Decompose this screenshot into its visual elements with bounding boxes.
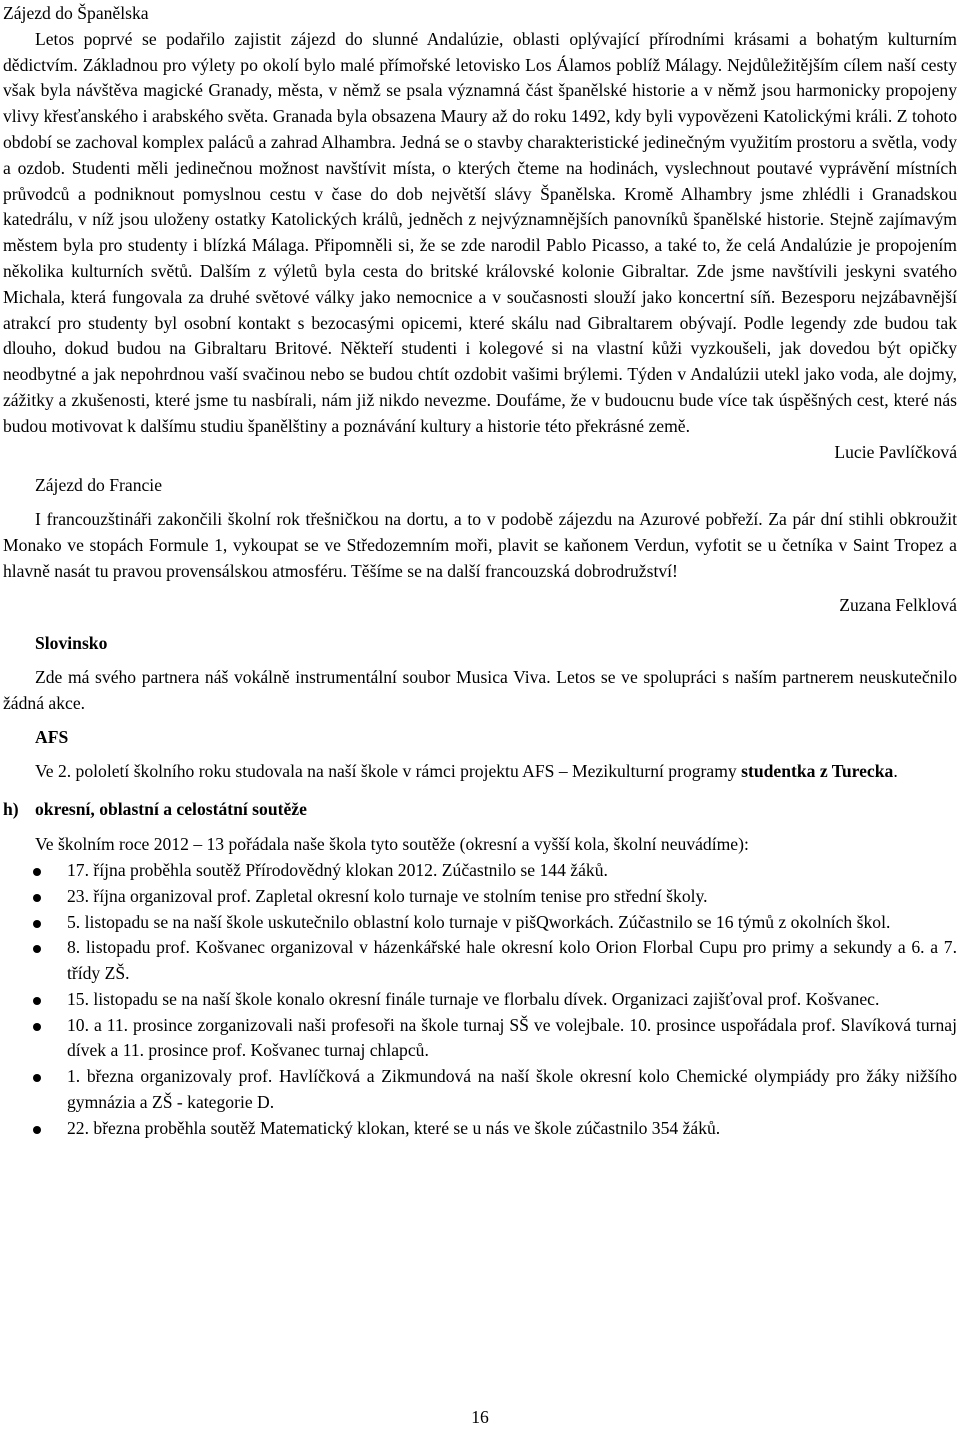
bullet-icon — [33, 1074, 41, 1082]
bullet-icon — [33, 920, 41, 928]
spain-trip-text: Letos poprvé se podařilo zajistit zájezd do slunné Andalúzie, oblasti oplývající přírodními krásami a bohatým kulturním dědictvím. Základnou pro výlety po okolí bylo malé přímořské letovisko Los Álamos poblíž Málagy. Nejdůležitějším cílem naší cesty však byla návštěva magické Granady, města, v němž se psala významná část španělské historie a v němž jsou harmonicky propojeny vlivy křesťanského i arabského světa. Granada byla obsazena Maury až do roku 1492, kdy byli vypovězeni Katolickými králi. Z tohoto období se zachoval komplex paláců a zahrad Alhambra. Jedná se o stavby charakteristické jedinečným využitím prostoru a světla, vody a ozdob. Studenti měli jedinečnou možnost navštívit místa, o kterých čteme na hodinách, vyslechnout poutavé vyprávění místních průvodců a podniknout pomyslnou cestu v čase do dob největší slávy Španělska. Kromě Alhambry jsme zhlédli i Granadskou katedrálu, v níž jsou uloženy ostatky Katolických králů, jedněch z nejvýznamnějších panovníků španělské historie. Stejně zajímavým městem byla pro studenty i blízká Málaga. Připomněli si, že se zde narodil Pablo Picasso, a také to, že celá Andalúzie je propojením několika kulturních světů. Dalším z výletů byla cesta do britské královské kolonie Gibraltar. Zde jsme navštívili jeskyni svatého Michala, která fungovala za druhé světové války jako nemocnice a v současnosti slouží jako koncertní síň. Bezesporu nejzábavnější atrakcí pro studenty byl osobní kontakt s bezocasými opicemi, které skálu nad Gibraltarem obývají. Podle legendy zde budou tak dlouho, dokud budou na Gibraltaru Britové. Někteří studenti i kolegové si na vlastní kůži vyzkoušeli, jak dovedou být opičky neodbytné a jak nepohrdnou vaší svačinou nebo se budou chtít ozdobit vašimi brýlemi. Týden v Andalúzii utekl jako voda, ale dojmy, zážitky a zkušenosti, které jsme tu nasbírali, nám již nikdo nevezme. Doufáme, že v budoucnu bude více tak úspěšných cest, které nás budou motivovat k dalšímu studiu španělštiny a poznávání kultury a historie této překrásné země. — [3, 28, 957, 436]
bullet-icon — [33, 894, 41, 902]
afs-text-bold: studentka z Turecka — [741, 760, 894, 781]
slovinsko-text: Zde má svého partnera náš vokálně instrumentální soubor Musica Viva. Letos se ve spolupráci s naším partnerem neuskutečnilo žádná akce. — [3, 667, 957, 713]
france-trip-title: Zájezd do Francie — [35, 475, 163, 496]
bullet-icon — [33, 1126, 41, 1134]
slovinsko-title: Slovinsko — [35, 633, 108, 654]
page-number: 16 — [471, 1407, 489, 1427]
list-item: 23. října organizoval prof. Zapletal okresní kolo turnaje ve stolním tenise pro střední školy. — [3, 884, 957, 910]
list-item: 10. a 11. prosince zorganizovali naši profesoři na škole turnaj SŠ ve volejbale. 10. prosince uspořádala prof. Slavíková turnaj dívek a 11. prosince prof. Košvanec turnaj chlapců. — [3, 1013, 957, 1065]
france-trip-author: Zuzana Felklová — [839, 594, 957, 615]
section-h-letter: h) — [3, 799, 19, 820]
spain-trip-author: Lucie Pavlíčková — [834, 441, 957, 462]
section-h-heading — [3, 797, 957, 823]
competition-list — [3, 858, 957, 1142]
list-item: 5. listopadu se na naší škole uskutečnilo oblastní kolo turnaje v pišQworkách. Zúčastnilo se 16 týmů z okolních škol. — [3, 910, 957, 936]
document-page — [3, 0, 957, 1433]
afs-title: AFS — [35, 726, 69, 747]
list-item: 1. března organizovaly prof. Havlíčková a Zikmundová na naší škole okresní kolo Chemické olympiády pro žáky nižšího gymnázia a ZŠ - kategorie D. — [3, 1064, 957, 1116]
france-trip-text: I francouzštináři zakončili školní rok třešničkou na dortu, a to v podobě zájezdu na Azurové pobřeží. Za pár dní stihli obkroužit Monako ve stopách Formule 1, vykoupat se ve Středozemním moři, plavit se kaňonem Verdun, vyfotit se u četníka v Saint Tropez a hlavně nasát tu pravou provensálskou atmosféru. Těšíme se na další francouzská dobrodružství! — [3, 509, 957, 581]
list-item: 17. října proběhla soutěž Přírodovědný klokan 2012. Zúčastnilo se 144 žáků. — [3, 858, 957, 884]
list-item: 15. listopadu se na naší škole konalo okresní finále turnaje ve florbalu dívek. Organizaci zajišťoval prof. Košvanec. — [3, 987, 957, 1013]
bullet-icon — [33, 945, 41, 953]
list-item: 8. listopadu prof. Košvanec organizoval v házenkářské hale okresní kolo Orion Florbal Cupu pro primy a sekundy a 6. a 7. třídy ZŠ. — [3, 935, 957, 987]
afs-text — [3, 759, 957, 785]
bullet-icon — [33, 1023, 41, 1031]
section-h-intro: Ve školním roce 2012 – 13 pořádala naše škola tyto soutěže (okresní a vyšší kola, školní neuvádíme): — [35, 834, 749, 855]
afs-text-before: Ve 2. pololetí školního roku studovala na naší škole v rámci projektu AFS – Mezikulturní programy — [35, 760, 742, 781]
section-h-title: okresní, oblastní a celostátní soutěže — [35, 799, 307, 820]
bullet-icon — [33, 868, 41, 876]
list-item: 22. března proběhla soutěž Matematický klokan, které se u nás ve škole zúčastnilo 354 žáků. — [3, 1116, 957, 1142]
spain-trip-title: Zájezd do Španělska — [3, 3, 149, 23]
bullet-icon — [33, 997, 41, 1005]
afs-text-after: . — [893, 760, 898, 781]
